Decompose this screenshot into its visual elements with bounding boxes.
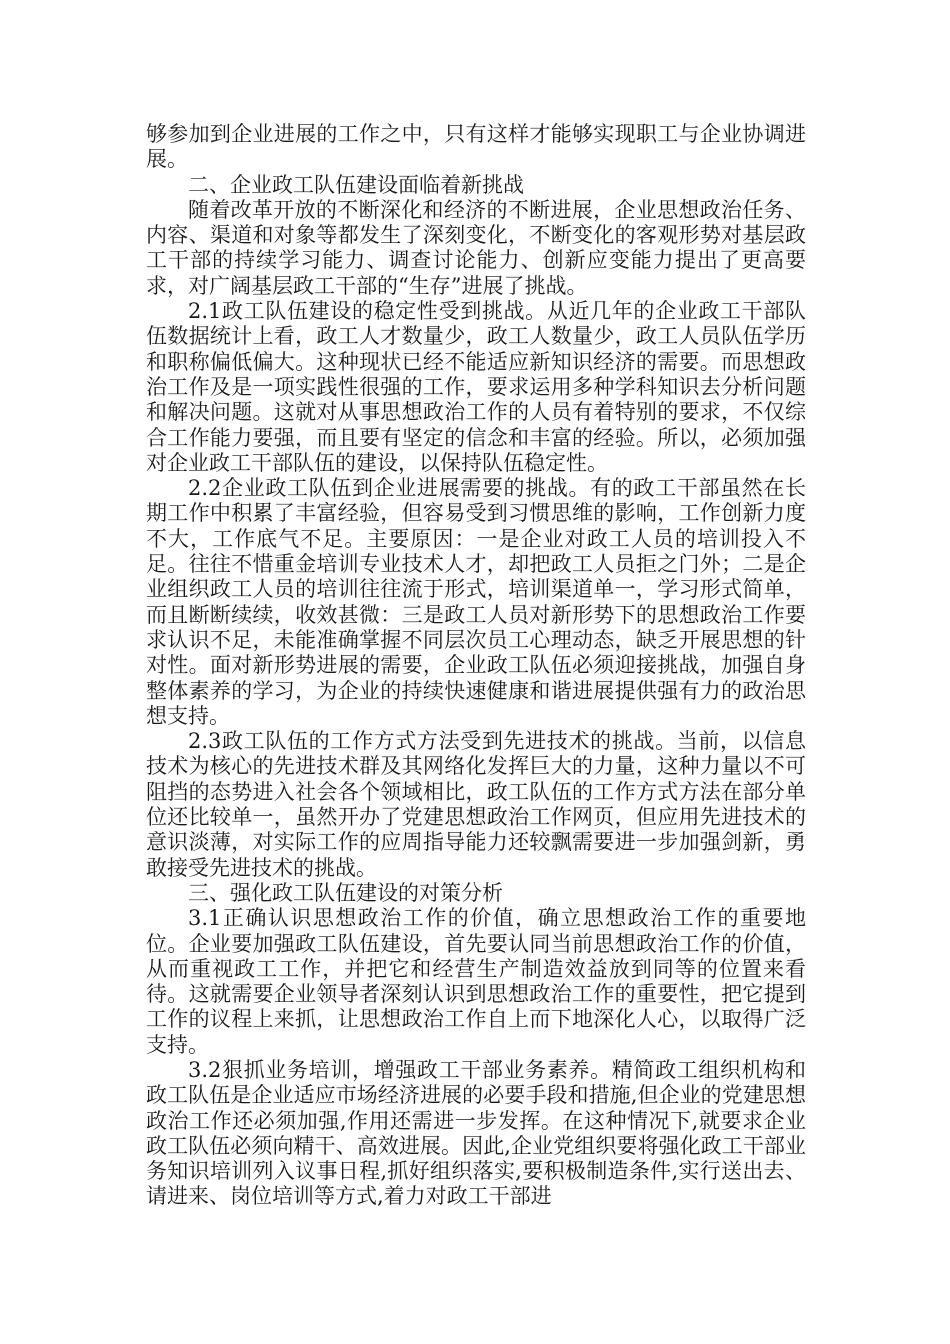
paragraph-2-1: 2.1政工队伍建设的稳定性受到挑战。从近几年的企业政工干部队伍数据统计上看，政工人才数量少，政工人数量少，政工人员队伍学历和职称偏低偏大。这种现状已经不能适应新知识经济的需要。而思想政治工作及是一项实践性很强的工作，要求运用多种学科知识去分析问题和解决问题。这就对从事思想政治工作的人员有着特别的要求，不仅综合工作能力要强，而且要有坚定的信念和丰富的经验。所以，必须加强对企业政工干部队伍的建设，以保持队伍稳定性。 — [146, 299, 806, 475]
paragraph-2-3: 2.3政工队伍的工作方式方法受到先进技术的挑战。当前，以信息技术为核心的先进技术群及其网络化发挥巨大的力量，这种力量以不可阻挡的态势进入社会各个领域相比，政工队伍的工作方式方法在部分单位还比较单一，虽然开办了党建思想政治工作网页，但应用先进技术的意识淡薄，对实际工作的应周指导能力还较飘需要进一步加强剑新，勇敢接受先进技术的挑战。 — [146, 729, 806, 880]
paragraph-3-2: 3.2狠抓业务培训，增强政工干部业务素养。精简政工组织机构和政工队伍是企业适应市场经济进展的必要手段和措施,但企业的党建思想政治工作还必须加强,作用还需进一步发挥。在这种情况下,就要求企业政工队伍必须向精干、高效进展。因此,企业党组织要将强化政工干部业务知识培训列入议事日程,抓好组织落实,要积极制造条件,实行送出去、请进来、岗位培训等方式,着力对政工干部进 — [146, 1057, 806, 1209]
paragraph-intro: 随着改革开放的不断深化和经济的不断进展，企业思想政治任务、内容、渠道和对象等都发生了深刻变化，不断变化的客观形势对基层政工干部的持续学习能力、调查讨论能力、创新应变能力提出了更高要求，对广阔基层政工干部的“生存”进展了挑战。 — [146, 197, 806, 298]
paragraph-3-1: 3.1正确认识思想政治工作的价值，确立思想政治工作的重要地位。企业要加强政工队伍建设，首先要认同当前思想政治工作的价值，从而重视政工工作，并把它和经营生产制造效益放到同等的位置来看待。这就需要企业领导者深刻认识到思想政治工作的重要性，把它提到工作的议程上来抓，让思想政治工作自上而下地深化人心，以取得广泛支持。 — [146, 906, 806, 1057]
section-heading-2: 二、企业政工队伍建设面临着新挑战 — [188, 172, 524, 197]
paragraph-2-2: 2.2企业政工队伍到企业进展需要的挑战。有的政工干部虽然在长期工作中积累了丰富经验，但容易受到习惯思维的影响，工作创新力度不大，工作底气不足。主要原因：一是企业对政工人员的培训投入不足。往往不惜重金培训专业技术人才，却把政工人员拒之门外；二是企业组织政工人员的培训往往流于形式，培训渠道单一，学习形式简单，而且断断续续，收效甚微：三是政工人员对新形势下的思想政治工作要求认识不足，未能准确掌握不同层次员工心理动态，缺乏开展思想的针对性。面对新形势进展的需要，企业政工队伍必须迎接挑战，加强自身整体素养的学习，为企业的持续快速健康和谐进展提供强有力的政治思想支持。 — [146, 476, 806, 728]
document-body — [146, 122, 806, 1210]
paragraph-continuation: 够参加到企业进展的工作之中，只有这样才能够实现职工与企业协调进展。 — [146, 122, 806, 172]
section-heading-3: 三、强化政工队伍建设的对策分析 — [188, 880, 503, 905]
